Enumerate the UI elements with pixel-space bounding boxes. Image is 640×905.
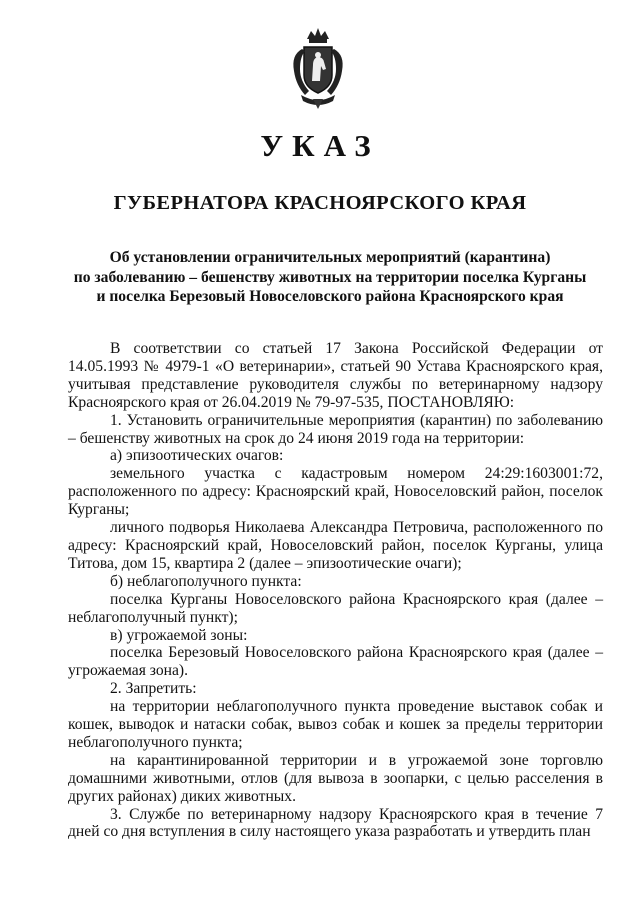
paragraph-settlement-berezovy: поселка Березовый Новоселовского района Красноярского края (далее – угрожаемая зона). [68, 644, 603, 680]
coat-of-arms-icon [285, 25, 351, 111]
heading-line: Об установлении ограничительных мероприятий (карантина) [109, 249, 551, 266]
paragraph-plot: земельного участка с кадастровым номером 24:29:1603001:72, расположенного по адресу: Красноярский край, Новоселовский район, поселок Курганы; [68, 465, 603, 519]
document-subtitle: ГУБЕРНАТОРА КРАСНОЯРСКОГО КРАЯ [113, 192, 527, 214]
heading-line: и поселка Березовый Новоселовского района Красноярского края [96, 288, 564, 305]
paragraph-item-3: 3. Службе по ветеринарному надзору Красноярского края в течение 7 дней со дня вступления в силу настоящего указа разработать и утвердить план [68, 805, 603, 841]
document-heading [60, 248, 600, 307]
document-title: УКАЗ [260, 128, 380, 163]
paragraph-preamble: В соответствии со статьей 17 Закона Российской Федерации от 14.05.1993 № 4979-1 «О ветеринарии», статьей 90 Устава Красноярского края, учитывая представление руководителя службы по ветеринарному надзору Красноярского края от 26.04.2019 № 79-97-535, ПОСТАНОВЛЯЮ: [68, 340, 603, 411]
document-body [68, 340, 603, 841]
paragraph-household: личного подворья Николаева Александра Петровича, расположенного по адресу: Красноярский край, Новоселовский район, поселок Курганы, улица Титова, дом 15, квартира 2 (далее – эпизоотические очаги); [68, 519, 603, 572]
paragraph-subitem-v: в) угрожаемой зоны: [110, 626, 248, 644]
heading-line: по заболеванию – бешенству животных на территории поселка Курганы [73, 268, 587, 286]
paragraph-item-1: 1. Установить ограничительные мероприятия (карантин) по заболеванию – бешенству животных на срок до 24 июня 2019 года на территории: [68, 411, 603, 447]
paragraph-prohibition-1: на территории неблагополучного пункта проведение выставок собак и кошек, выводок и натаски собак, вывоз собак и кошек за пределы территории неблагополучного пункта; [68, 698, 603, 751]
paragraph-settlement-kurgany: поселка Курганы Новоселовского района Красноярского края (далее – неблагополучный пункт); [68, 590, 603, 626]
paragraph-subitem-a: а) эпизоотических очагов: [110, 447, 284, 465]
paragraph-item-2: 2. Запретить: [110, 680, 197, 698]
paragraph-subitem-b: б) неблагополучного пункта: [110, 572, 302, 590]
paragraph-prohibition-2: на карантинированной территории и в угрожаемой зоне торговлю домашними животными, отлов (для вывоза в зоопарки, с целью расселения в других районах) диких животных. [68, 751, 603, 805]
